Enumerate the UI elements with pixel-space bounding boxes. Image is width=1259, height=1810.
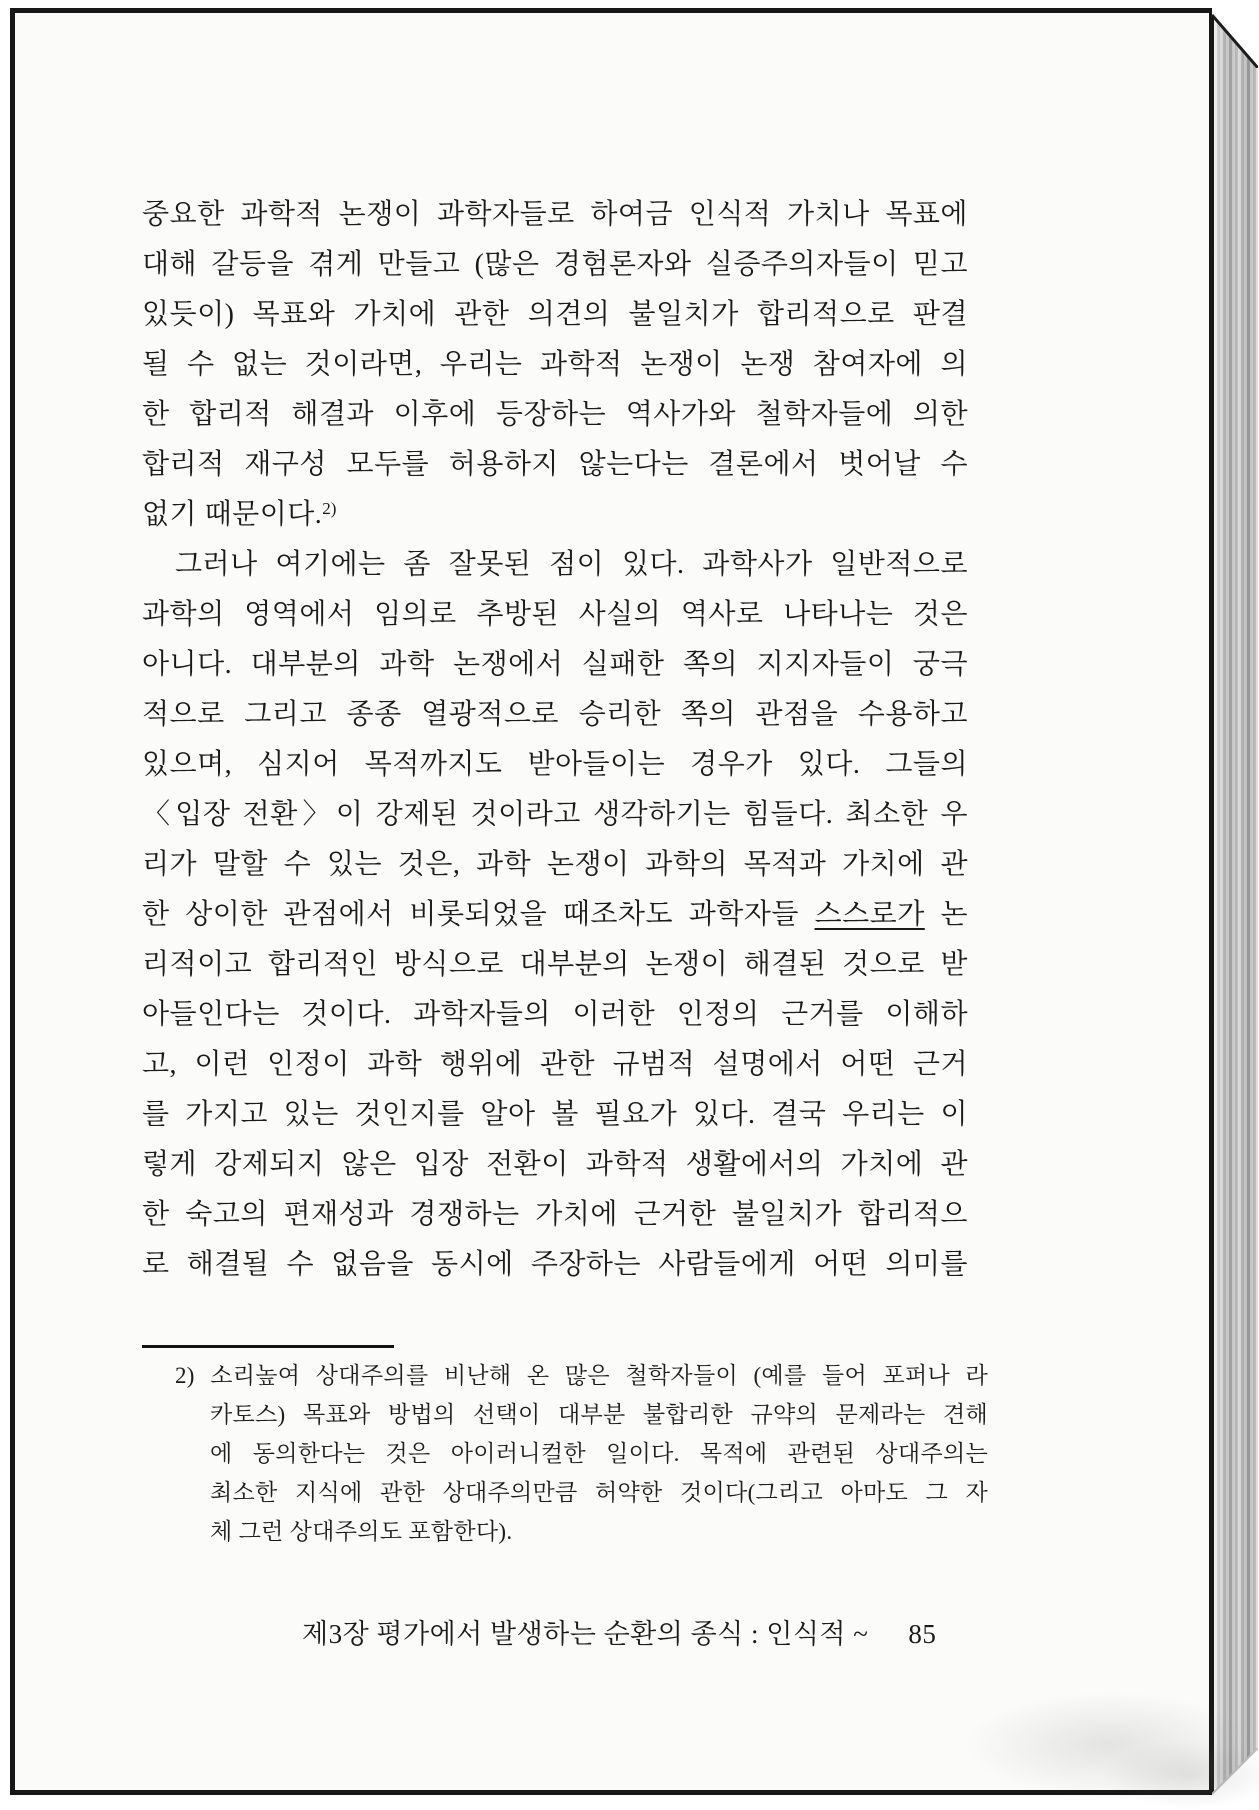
- text-line: 대해 갈등을 겪게 만들고 (많은 경험론자와 실증주의자들이 믿고: [142, 249, 968, 280]
- text-line: 에 동의한다는 것은 아이러니컬한 일이다. 목적에 관련된 상대주의는: [210, 1441, 988, 1466]
- text-line: 2) 소리높여 상대주의를 비난해 온 많은 철학자들이 (예를 들어 포퍼나 라: [175, 1363, 988, 1388]
- text-line: 최소한 지식에 관한 상대주의만큼 허약한 것이다(그리고 아마도 그 자: [210, 1480, 988, 1505]
- text-line: 과학의 영역에서 임의로 추방된 사실의 역사로 나타나는 것은: [142, 599, 968, 630]
- footnote-rule: [142, 1345, 394, 1348]
- text-line: 아니다. 대부분의 과학 논쟁에서 실패한 쪽의 지지자들이 궁극: [142, 649, 968, 680]
- text-line: 한 합리적 해결과 이후에 등장하는 역사가와 철학자들에 의한: [142, 399, 968, 430]
- text-line: 중요한 과학적 논쟁이 과학자들로 하여금 인식적 가치나 목표에: [142, 199, 968, 230]
- footnote-text: [175, 1356, 988, 1551]
- text-line: 리적이고 합리적인 방식으로 대부분의 논쟁이 해결된 것으로 받: [142, 949, 968, 980]
- body-text: [142, 190, 968, 1290]
- text-line: 고, 이런 인정이 과학 행위에 관한 규범적 설명에서 어떤 근거: [142, 1049, 968, 1080]
- footnote-marker: 2): [322, 499, 337, 518]
- page-footer: [302, 1612, 936, 1651]
- footer-chapter-title: 제3장 평가에서 발생하는 순환의 종식 : 인식적 ~: [302, 1619, 869, 1649]
- text-line: 카토스) 목표와 방법의 선택이 대부분 불합리한 규약의 문제라는 견해: [210, 1402, 988, 1427]
- text-line: 될 수 없는 것이라면, 우리는 과학적 논쟁이 논쟁 참여자에 의: [142, 349, 968, 380]
- footer-page-number: 85: [908, 1619, 937, 1649]
- text-line: 합리적 재구성 모두를 허용하지 않는다는 결론에서 벗어날 수: [142, 449, 968, 480]
- text-line: 〈입장 전환〉이 강제된 것이라고 생각하기는 힘들다. 최소한 우: [142, 799, 968, 830]
- text-line: 리가 말할 수 있는 것은, 과학 논쟁이 과학의 목적과 가치에 관: [142, 849, 968, 880]
- text-line: 한 숙고의 편재성과 경쟁하는 가치에 근거한 불일치가 합리적으: [142, 1199, 968, 1230]
- text-line: 있으며, 심지어 목적까지도 받아들이는 경우가 있다. 그들의: [142, 749, 968, 780]
- text-line: 를 가지고 있는 것인지를 알아 볼 필요가 있다. 결국 우리는 이: [142, 1099, 968, 1130]
- text-line: 로 해결될 수 없음을 동시에 주장하는 사람들에게 어떤 의미를: [142, 1249, 968, 1280]
- text-line: 한 상이한 관점에서 비롯되었을 때조차도 과학자들 스스로가 논: [142, 899, 968, 930]
- page-curl-bottom-right-icon: [1212, 1748, 1258, 1800]
- text-line: 렇게 강제되지 않은 입장 전환이 과학적 생활에서의 가치에 관: [142, 1149, 968, 1180]
- text-line: 적으로 그리고 종종 열광적으로 승리한 쪽의 관점을 수용하고: [142, 699, 968, 730]
- text-line: 없기 때문이다.$^{2)}$: [142, 499, 337, 530]
- text-line: 체 그런 상대주의도 포함한다).: [210, 1519, 513, 1544]
- text-line: 있듯이) 목표와 가치에 관한 의견의 불일치가 합리적으로 판결: [142, 299, 968, 330]
- text-line: 아들인다는 것이다. 과학자들의 이러한 인정의 근거를 이해하: [142, 999, 968, 1030]
- page-edge-right: [1214, 10, 1258, 1788]
- text-line: 그러나 여기에는 좀 잘못된 점이 있다. 과학사가 일반적으로: [175, 549, 968, 580]
- page-curl-top-right-icon: [1212, 8, 1258, 68]
